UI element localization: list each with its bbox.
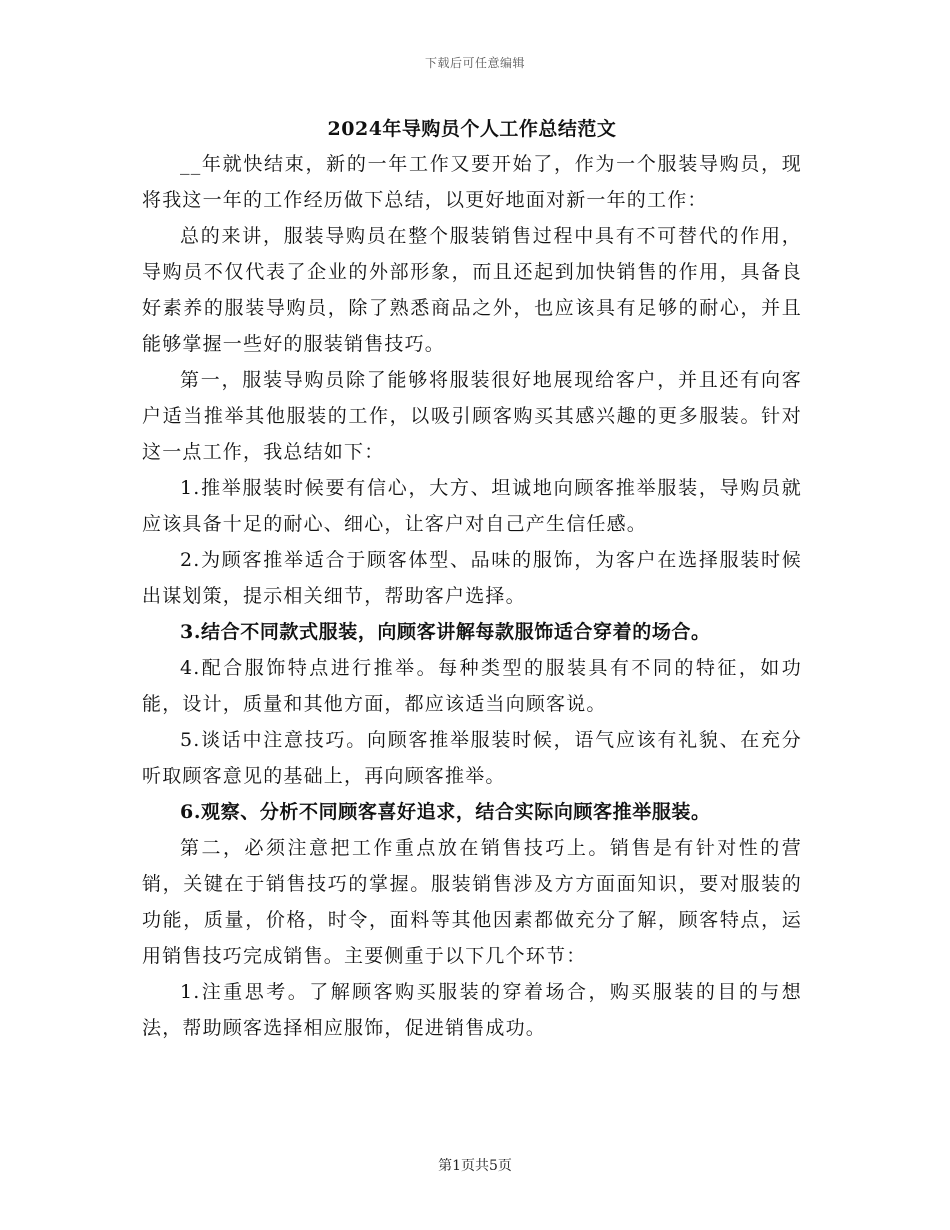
paragraph-overview: 总的来讲，服装导购员在整个服装销售过程中具有不可替代的作用，导购员不仅代表了企业的外部形象，而且还起到加快销售的作用，具备良好素养的服装导购员，除了熟悉商品之外，也应该具有足够的耐心，并且能够掌握一些好的服装销售技巧。 — [142, 225, 802, 355]
list-item-3: 3.结合不同款式服装，向顾客讲解每款服饰适合穿着的场合。 — [180, 621, 711, 643]
list-item-5: 5.谈话中注意技巧。向顾客推举服装时候，语气应该有礼貌、在充分听取顾客意见的基础上，再向顾客推举。 — [142, 729, 802, 787]
paragraph-first-point: 第一，服装导购员除了能够将服装很好地展现给客户，并且还有向客户适当推举其他服装的工作，以吸引顾客购买其感兴趣的更多服装。针对这一点工作，我总结如下： — [142, 369, 802, 463]
list-item-second-1: 1.注重思考。了解顾客购买服装的穿着场合，购买服装的目的与想法，帮助顾客选择相应服饰，促进销售成功。 — [142, 981, 802, 1039]
document-body — [142, 112, 802, 1046]
list-item-1: 1.推举服装时候要有信心，大方、坦诚地向顾客推举服装，导购员就应该具备十足的耐心、细心，让客户对自己产生信任感。 — [142, 477, 802, 535]
list-item-2: 2.为顾客推举适合于顾客体型、品味的服饰，为客户在选择服装时候出谋划策，提示相关细节，帮助客户选择。 — [142, 549, 802, 607]
paragraph-intro: __年就快结束，新的一年工作又要开始了，作为一个服装导购员，现将我这一年的工作经历做下总结，以更好地面对新一年的工作： — [142, 153, 802, 211]
list-item-6: 6.观察、分析不同顾客喜好追求，结合实际向顾客推举服装。 — [180, 801, 711, 823]
paragraph-second-point: 第二，必须注意把工作重点放在销售技巧上。销售是有针对性的营销，关键在于销售技巧的掌握。服装销售涉及方方面面知识，要对服装的功能，质量，价格，时令，面料等其他因素都做充分了解，顾客特点，运用销售技巧完成销售。主要侧重于以下几个环节： — [142, 837, 802, 967]
page-indicator: 第1页共5页 — [438, 1158, 512, 1174]
document-title: 2024年导购员个人工作总结范文 — [327, 118, 617, 140]
header-note: 下载后可任意编辑 — [424, 56, 525, 70]
list-item-4: 4.配合服饰特点进行推举。每种类型的服装具有不同的特征，如功能，设计，质量和其他方面，都应该适当向顾客说。 — [142, 657, 802, 715]
